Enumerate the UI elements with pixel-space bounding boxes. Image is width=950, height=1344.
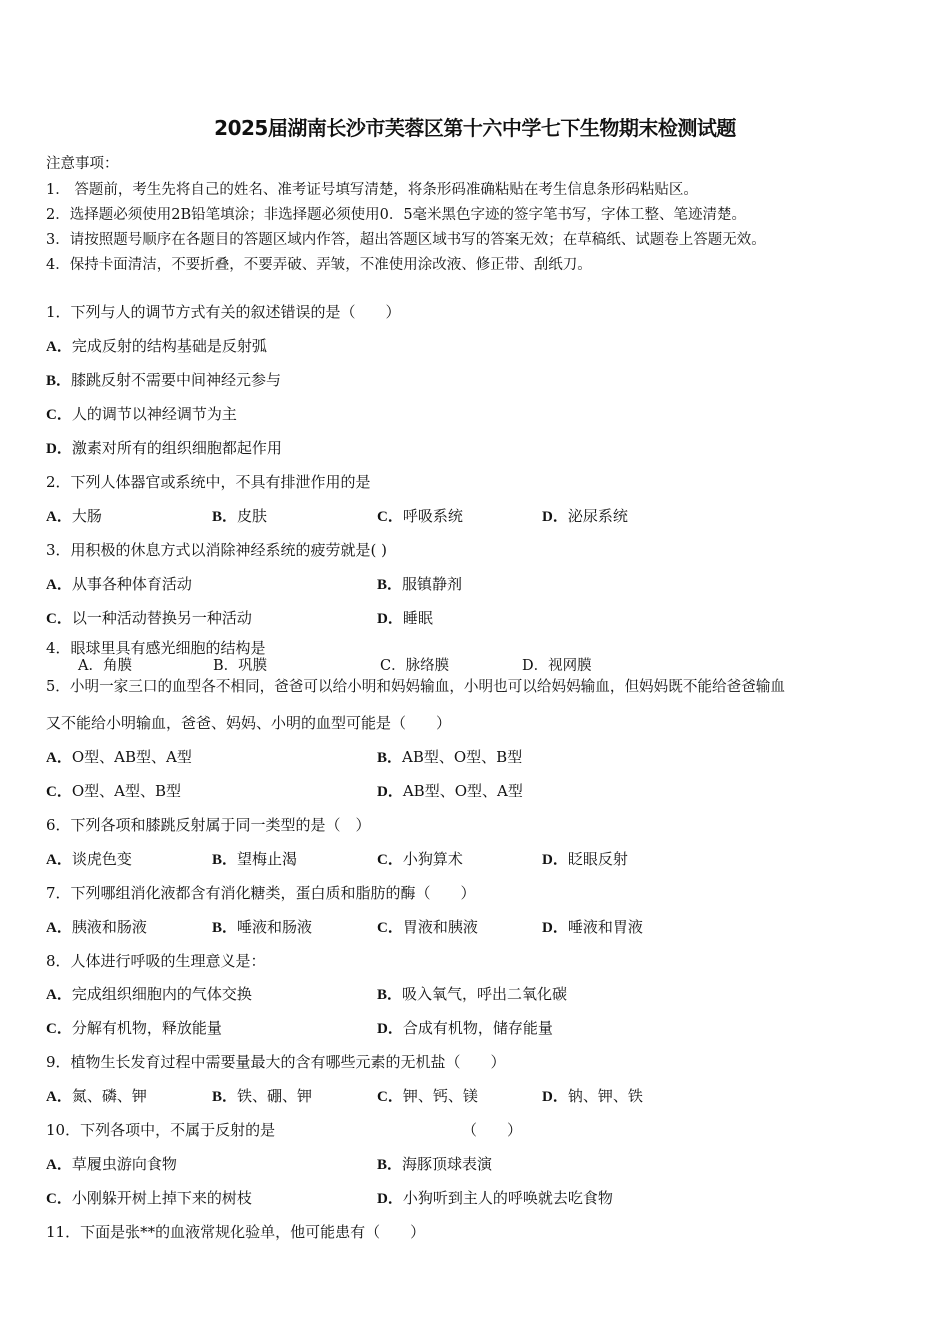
question-3-stem: 3．用积极的休息方式以消除神经系统的疲劳就是( )	[46, 541, 388, 559]
question-7-option-a: A．胰液和肠液	[46, 918, 147, 936]
notice-item-3: 3．请按照题号顺序在各题目的答题区域内作答，超出答题区域书写的答案无效；在草稿纸、试题卷上答题无效。	[46, 232, 766, 248]
question-2-option-c: C．呼吸系统	[377, 507, 463, 525]
question-9-option-c: C．钾、钙、镁	[377, 1087, 478, 1105]
question-9-stem: 9．植物生长发育过程中需要量最大的含有哪些元素的无机盐（ ）	[46, 1053, 506, 1071]
question-10-answer-blank: （ ）	[462, 1121, 523, 1139]
question-10-option-c: C．小刚躲开树上掉下来的树枝	[46, 1189, 252, 1207]
question-6-option-d: D．眨眼反射	[542, 850, 628, 868]
question-9-option-a: A．氮、磷、钾	[46, 1087, 147, 1105]
question-6-stem: 6．下列各项和膝跳反射属于同一类型的是（ ）	[46, 816, 371, 834]
question-7-option-d: D．唾液和胃液	[542, 918, 643, 936]
question-7-option-b: B．唾液和肠液	[212, 918, 313, 936]
page-title: 2025届湖南长沙市芙蓉区第十六中学七下生物期末检测试题	[214, 116, 736, 140]
question-9-option-d: D．钠、钾、铁	[542, 1087, 643, 1105]
question-8-option-a: A．完成组织细胞内的气体交换	[46, 985, 252, 1003]
question-6-option-c: C．小狗算术	[377, 850, 463, 868]
question-7-stem: 7．下列哪组消化液都含有消化糖类，蛋白质和脂肪的酶（ ）	[46, 884, 476, 902]
question-5-option-d: D．AB型、O型、A型	[377, 782, 523, 800]
question-2-stem: 2．下列人体器官或系统中，不具有排泄作用的是	[46, 473, 371, 491]
question-1-option-b: B．膝跳反射不需要中间神经元参与	[46, 371, 282, 389]
question-5-option-c: C．O型、A型、B型	[46, 782, 181, 800]
question-11-stem: 11．下面是张**的血液常规化验单，他可能患有（ ）	[46, 1223, 426, 1241]
question-5-stem-line-2: 又不能给小明输血，爸爸、妈妈、小明的血型可能是（ ）	[46, 714, 452, 732]
notice-item-2: 2．选择题必须使用2B铅笔填涂；非选择题必须使用0．5毫米黑色字迹的签字笔书写，字体工整、笔迹清楚。	[46, 207, 747, 223]
question-4-option-a: A．角膜	[78, 658, 132, 674]
question-8-option-c: C．分解有机物，释放能量	[46, 1019, 222, 1037]
question-1-stem: 1．下列与人的调节方式有关的叙述错误的是（ ）	[46, 303, 401, 321]
question-2-option-a: A．大肠	[46, 507, 102, 525]
notice-item-4: 4．保持卡面清洁，不要折叠，不要弄破、弄皱，不准使用涂改液、修正带、刮纸刀。	[46, 257, 592, 273]
question-2-option-b: B．皮肤	[212, 507, 268, 525]
question-5-stem-line-1: 5．小明一家三口的血型各不相同，爸爸可以给小明和妈妈输血，小明也可以给妈妈输血，但妈妈既不能给爸爸输血	[46, 678, 785, 695]
question-9-option-b: B．铁、硼、钾	[212, 1087, 313, 1105]
question-3-option-b: B．服镇静剂	[377, 575, 463, 593]
question-6-option-b: B．望梅止渴	[212, 850, 298, 868]
question-6-option-a: A．谈虎色变	[46, 850, 132, 868]
question-4-option-c: C．脉络膜	[380, 658, 450, 674]
question-8-stem: 8．人体进行呼吸的生理意义是：	[46, 952, 266, 970]
notice-heading: 注意事项：	[46, 156, 119, 172]
question-4-option-b: B．巩膜	[213, 658, 268, 674]
question-1-option-c: C．人的调节以神经调节为主	[46, 405, 237, 423]
question-10-option-a: A．草履虫游向食物	[46, 1155, 177, 1173]
question-4-stem: 4．眼球里具有感光细胞的结构是	[46, 639, 266, 657]
question-2-option-d: D．泌尿系统	[542, 507, 628, 525]
question-8-option-d: D．合成有机物，储存能量	[377, 1019, 553, 1037]
question-1-option-a: A．完成反射的结构基础是反射弧	[46, 337, 267, 355]
question-5-option-b: B．AB型、O型、B型	[377, 748, 523, 766]
question-10-option-d: D．小狗听到主人的呼唤就去吃食物	[377, 1189, 613, 1207]
question-10-stem: 10．下列各项中，不属于反射的是	[46, 1121, 276, 1139]
question-8-option-b: B．吸入氧气，呼出二氧化碳	[377, 985, 568, 1003]
question-10-option-b: B．海豚顶球表演	[377, 1155, 493, 1173]
question-7-option-c: C．胃液和胰液	[377, 918, 478, 936]
question-4-option-d: D．视网膜	[522, 658, 592, 674]
question-3-option-d: D．睡眠	[377, 609, 433, 627]
notice-item-1: 1． 答题前，考生先将自己的姓名、准考证号填写清楚，将条形码准确粘贴在考生信息条形码粘贴区。	[46, 182, 698, 198]
question-3-option-c: C．以一种活动替换另一种活动	[46, 609, 252, 627]
question-5-option-a: A．O型、AB型、A型	[46, 748, 192, 766]
question-3-option-a: A．从事各种体育活动	[46, 575, 192, 593]
question-1-option-d: D．激素对所有的组织细胞都起作用	[46, 439, 282, 457]
